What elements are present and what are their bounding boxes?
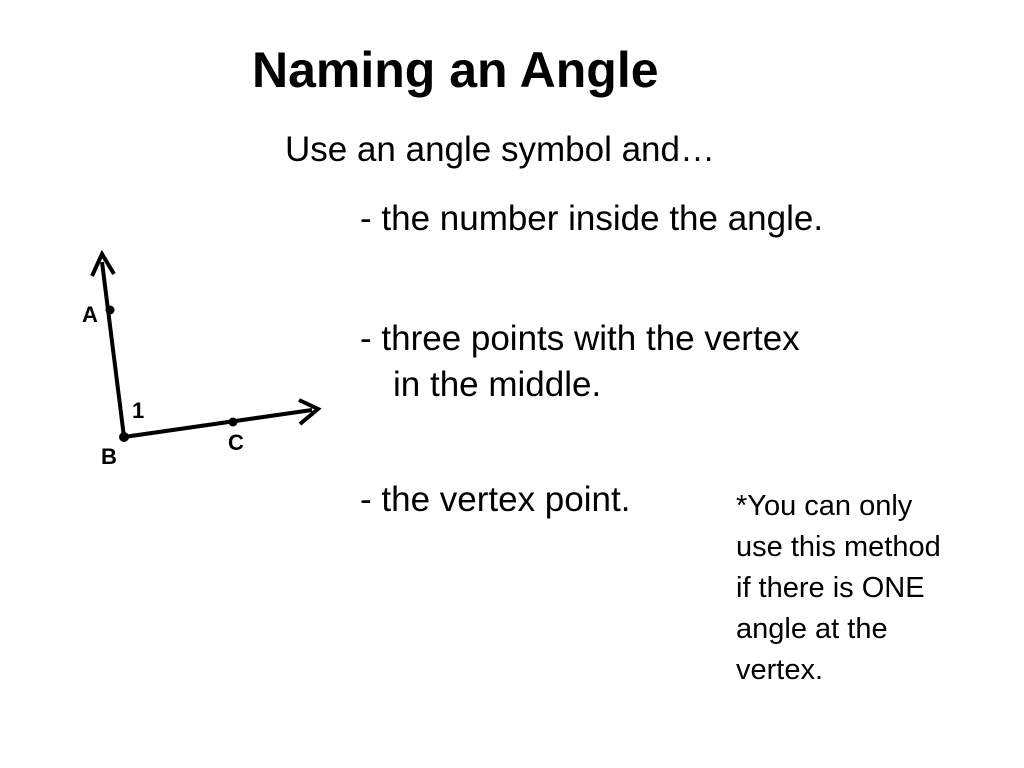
- slide-subtitle: Use an angle symbol and…: [285, 130, 715, 169]
- point-a: [106, 306, 115, 315]
- point-c-label: C: [228, 430, 244, 455]
- note-line: use this method: [736, 531, 941, 563]
- bullet-line: - the vertex point.: [360, 480, 631, 519]
- note-line: vertex.: [736, 654, 824, 686]
- bullet-line: - the number inside the angle.: [360, 199, 824, 238]
- bullet-line: - three points with the vertex: [360, 319, 800, 358]
- note-line: *You can only: [736, 490, 913, 522]
- note-line: angle at the: [736, 613, 888, 645]
- ray-ba: [102, 262, 124, 437]
- ray-bc: [124, 410, 312, 437]
- note-line: if there is ONE: [736, 572, 925, 604]
- point-a-label: A: [82, 302, 98, 327]
- slide-title: Naming an Angle: [252, 42, 659, 98]
- angle-number-label: 1: [132, 398, 145, 423]
- bullet-line-continued: in the middle.: [393, 365, 602, 404]
- point-b-vertex: [119, 432, 129, 442]
- point-c: [229, 418, 238, 427]
- point-b-label: B: [101, 444, 117, 469]
